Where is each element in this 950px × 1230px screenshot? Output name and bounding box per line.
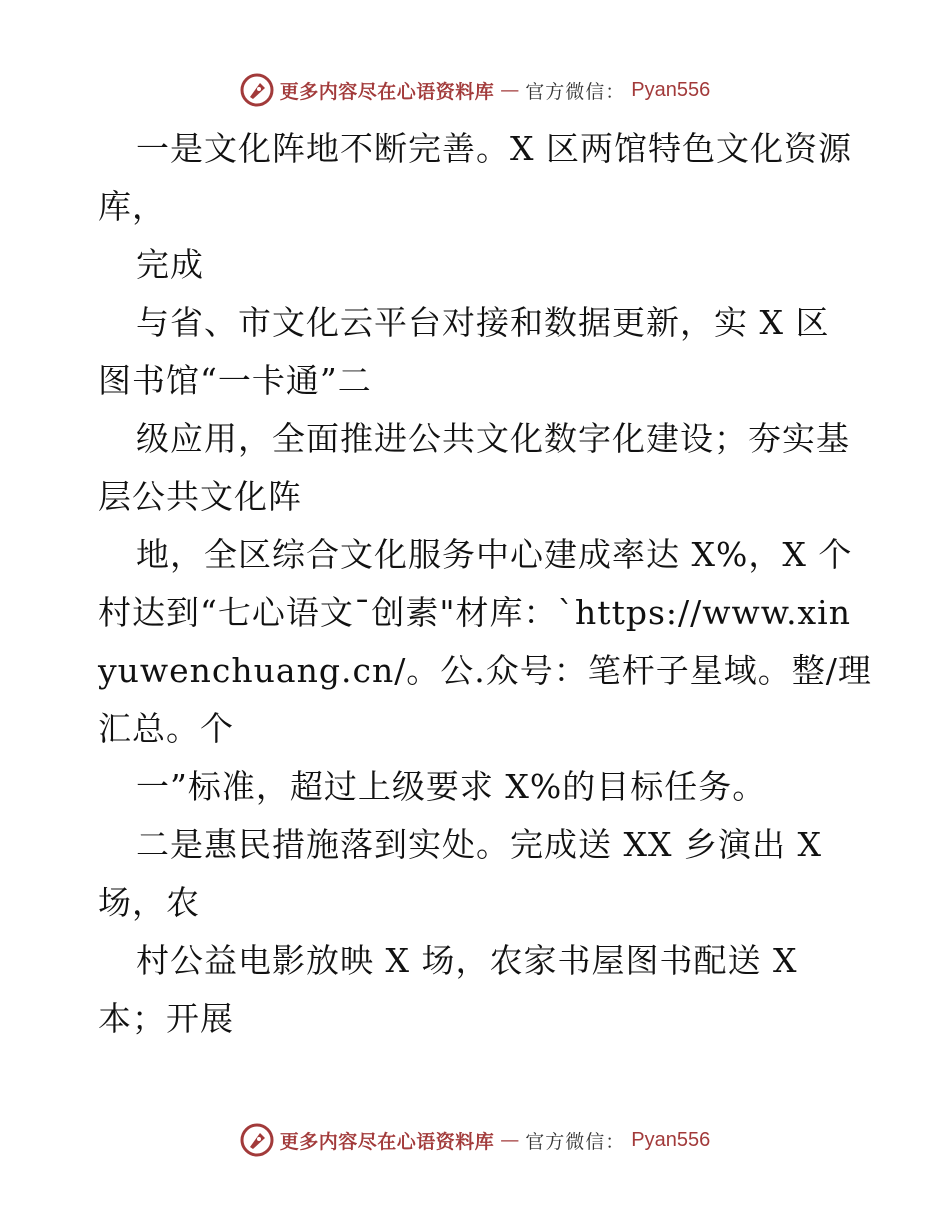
text-line: 汇总。个	[98, 709, 234, 748]
text-line: 一”标准，超过上级要求 X%的目标任务。	[136, 767, 767, 806]
banner-main-text: 更多内容尽在心语资料库	[279, 1130, 495, 1153]
text-line: 地，全区综合文化服务中心建成率达 X%，X 个	[136, 535, 853, 574]
header-watermark-banner	[0, 70, 950, 110]
text-line: 层公共文化阵	[98, 477, 302, 516]
text-line: 村公益电影放映 X 场，农家书屋图书配送 X	[136, 941, 798, 980]
pen-nib-logo-icon	[240, 73, 274, 107]
text-line: 图书馆“一卡通”二	[98, 361, 372, 400]
text-line: 与省、市文化云平台对接和数据更新，实 X 区	[136, 303, 830, 342]
text-line: 场，农	[98, 883, 200, 922]
text-line: 村达到“七心语文¯创素"材库：`https://www.xin	[98, 593, 851, 632]
banner-main-text: 更多内容尽在心语资料库	[279, 80, 495, 103]
text-line: 二是惠民措施落到实处。完成送 XX 乡演出 X	[136, 825, 822, 864]
text-line: 完成	[136, 245, 204, 284]
banner-dash: —	[500, 79, 520, 101]
banner-wechat-id: Pyan556	[631, 78, 711, 101]
text-line: 级应用，全面推进公共文化数字化建设；夯实基	[136, 419, 850, 458]
footer-watermark-banner	[0, 1120, 950, 1160]
pen-nib-logo-icon	[240, 1123, 274, 1157]
banner-dash: —	[500, 1129, 520, 1151]
banner-wechat-id: Pyan556	[631, 1128, 711, 1151]
text-line: 库，	[98, 187, 166, 226]
document-body	[98, 120, 872, 1048]
banner-official-text: 官方微信：	[525, 1130, 626, 1153]
text-line: yuwenchuang.cn/。公.众号：笔杆子星域。整/理	[98, 651, 872, 690]
banner-official-text: 官方微信：	[525, 80, 626, 103]
text-line: 一是文化阵地不断完善。X 区两馆特色文化资源	[136, 129, 852, 168]
text-line: 本；开展	[98, 999, 234, 1038]
